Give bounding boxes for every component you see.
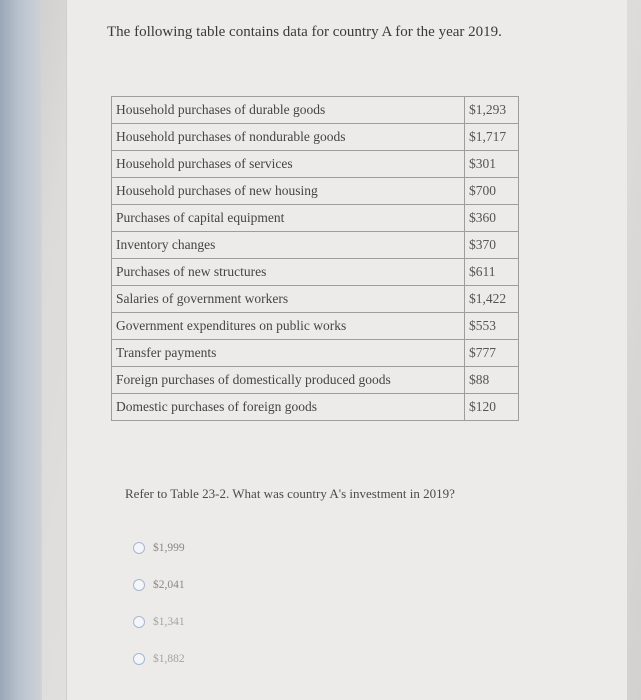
row-value: $1,422 xyxy=(465,286,519,313)
row-value: $88 xyxy=(465,367,519,394)
radio-button-icon[interactable] xyxy=(133,542,145,554)
row-value: $777 xyxy=(465,340,519,367)
radio-button-icon[interactable] xyxy=(133,579,145,591)
table-row xyxy=(112,394,519,421)
row-value: $700 xyxy=(465,178,519,205)
row-label: Household purchases of new housing xyxy=(112,178,465,205)
row-value: $301 xyxy=(465,151,519,178)
table-row xyxy=(112,340,519,367)
row-label: Household purchases of services xyxy=(112,151,465,178)
row-label: Purchases of new structures xyxy=(112,259,465,286)
row-label: Foreign purchases of domestically produced goods xyxy=(112,367,465,394)
answer-option-3[interactable] xyxy=(133,612,185,632)
row-value: $360 xyxy=(465,205,519,232)
question-page xyxy=(66,0,627,700)
question-title: The following table contains data for country A for the year 2019. xyxy=(107,24,502,40)
row-value: $611 xyxy=(465,259,519,286)
table-row xyxy=(112,367,519,394)
table-row xyxy=(112,178,519,205)
answer-option-label: $1,341 xyxy=(153,616,185,628)
table-row xyxy=(112,286,519,313)
row-value: $120 xyxy=(465,394,519,421)
radio-button-icon[interactable] xyxy=(133,616,145,628)
row-value: $1,717 xyxy=(465,124,519,151)
table-row xyxy=(112,259,519,286)
table-row xyxy=(112,97,519,124)
answer-option-label: $1,999 xyxy=(153,542,185,554)
question-prompt: Refer to Table 23-2. What was country A's investment in 2019? xyxy=(125,486,455,501)
table-row xyxy=(112,124,519,151)
table-row xyxy=(112,232,519,259)
table-row xyxy=(112,205,519,232)
row-label: Government expenditures on public works xyxy=(112,313,465,340)
table-row xyxy=(112,313,519,340)
row-label: Domestic purchases of foreign goods xyxy=(112,394,465,421)
row-label: Inventory changes xyxy=(112,232,465,259)
answer-option-4[interactable] xyxy=(133,649,185,669)
answer-option-1[interactable] xyxy=(133,538,185,558)
row-label: Transfer payments xyxy=(112,340,465,367)
answer-option-2[interactable] xyxy=(133,575,185,595)
table-row xyxy=(112,151,519,178)
answer-option-label: $1,882 xyxy=(153,653,185,665)
row-label: Salaries of government workers xyxy=(112,286,465,313)
row-label: Household purchases of nondurable goods xyxy=(112,124,465,151)
row-value: $553 xyxy=(465,313,519,340)
data-table xyxy=(111,96,519,421)
screen-left-edge xyxy=(0,0,42,700)
radio-button-icon[interactable] xyxy=(133,653,145,665)
row-value: $1,293 xyxy=(465,97,519,124)
row-value: $370 xyxy=(465,232,519,259)
row-label: Household purchases of durable goods xyxy=(112,97,465,124)
row-label: Purchases of capital equipment xyxy=(112,205,465,232)
answer-option-label: $2,041 xyxy=(153,579,185,591)
answer-options xyxy=(133,538,185,686)
